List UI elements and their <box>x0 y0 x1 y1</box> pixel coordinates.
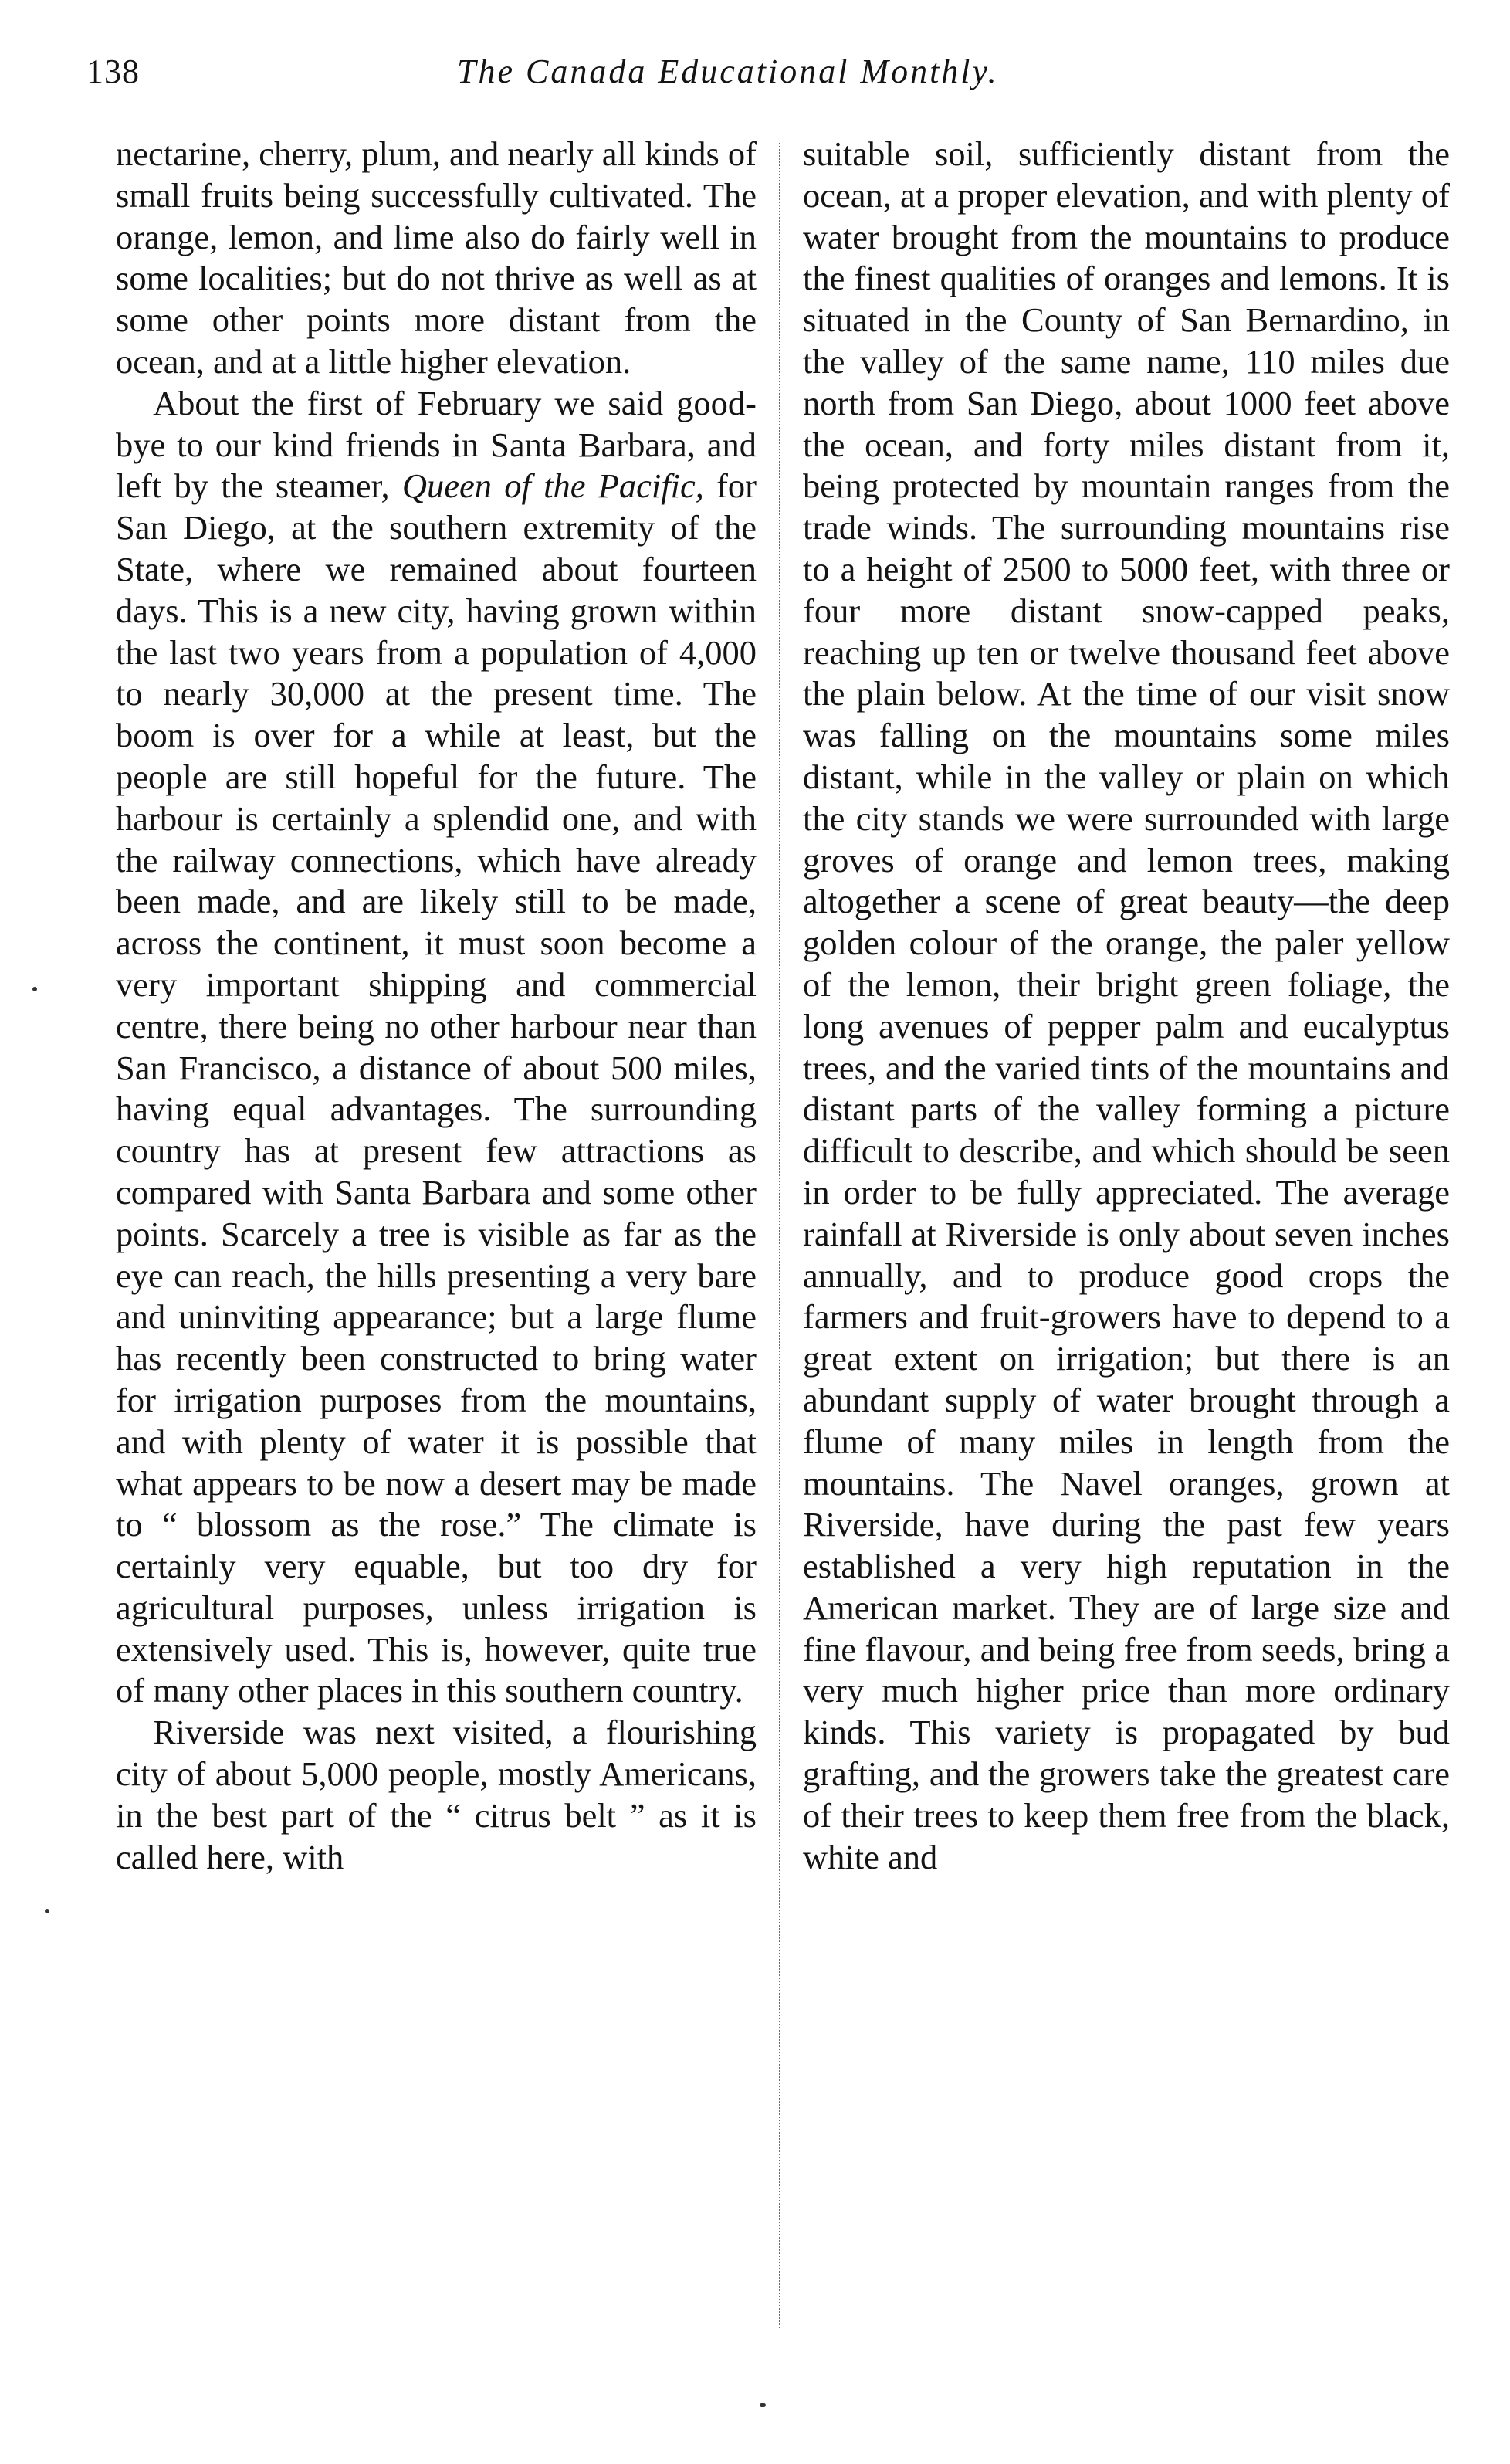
paragraph-2 <box>116 383 757 1713</box>
page-number: 138 <box>86 53 140 90</box>
margin-speck <box>32 987 37 991</box>
paragraph-4: suitable soil, sufficiently distant from the ocean, at a proper elevation, and with plenty of water brought from the mountains to produce the finest qualities of oranges and lemons. It is situated in the County of San Bernardino, in the valley of the same name, 110 miles due north from San Diego, about 1000 feet above the ocean, and forty miles distant from it, being protected by mountain ranges from the trade winds. The surrounding mountains rise to a height of 2500 to 5000 feet, with three or four more distant snow-capped peaks, reaching up ten or twelve thousand feet above the plain below. At the time of our visit snow was falling on the mountains some miles distant, while in the valley or plain on which the city stands we were surrounded with large groves of orange and lemon trees, making altogether a scene of great beauty—the deep golden colour of the orange, the paler yellow of the lemon, their bright green foliage, the long avenues of pepper palm and eucalyptus trees, and the varied tints of the mountains and distant parts of the valley forming a picture difficult to describe, and which should be seen in order to be fully appreciated. The average rainfall at Riverside is only about seven inches annually, and to produce good crops the farmers and fruit-growers have to depend to a great extent on irrigation; but there is an abundant supply of water brought through a flume of many miles in length from the mountains. The Navel oranges, grown at Riverside, have during the past few years established a very high reputation in the American market. They are of large size and fine flavour, and being free from seeds, bring a very much higher price than more ordinary kinds. This variety is propagated by bud grafting, and the growers take the greatest care of their trees to keep them free from the black, white and <box>803 134 1450 1876</box>
margin-speck <box>45 1909 49 1913</box>
ship-name: Queen of the Pacific, <box>401 466 704 506</box>
paragraph-2-part-2: for San Diego, at the southern extremity of the State, where we remained about fourteen days. This is a new city, having grown within the last two years from a population of 4,000 to nearly 30,000 at the present time. The boom is over for a while at least, but the people are still hopeful for the future. The harbour is certainly a splendid one, and with the railway connections, which have already been made, and are likely still to be made, across the continent, it must soon become a very important shipping and commercial centre, there being no other harbour near than San Francisco, a distance of about 500 miles, having equal advantages. The surrounding country has at present few attractions as compared with Santa Barbara and some other points. Scarcely a tree is visible as far as the eye can reach, the hills presenting a very bare and uninviting appearance; but a large flume has recently been constructed to bring water for irrigation purposes from the mountains, and with plenty of water it is possible that what appears to be now a desert may be made to “ blossom as the rose.” The climate is certainly very equable, but too dry for agricultural purposes, unless irrigation is extensively used. This is, however, quite true of many other places in this southern country. <box>116 466 757 1710</box>
bottom-speck <box>760 2403 766 2407</box>
running-title: The Canada Educational Monthly. <box>457 53 999 90</box>
paragraph-1: nectarine, cherry, plum, and nearly all kinds of small fruits being successfully cultivated. The orange, lemon, and lime also do fairly well in some localities; but do not thrive as well as at some other points more distant from the ocean, and at a little higher elevation. <box>116 134 757 381</box>
paragraph-3: Riverside was next visited, a flourishing city of about 5,000 people, mostly Americans, in the best part of the “ citrus belt ” as it is called here, with <box>116 1713 757 1876</box>
right-column <box>803 134 1450 1878</box>
column-divider <box>779 143 780 2328</box>
left-column <box>116 134 757 1878</box>
page-header <box>86 45 1439 99</box>
paragraph-2-part-1: About the first of February we said good-bye to our kind friends in Santa Barbara, and left by the steamer, <box>116 383 757 506</box>
